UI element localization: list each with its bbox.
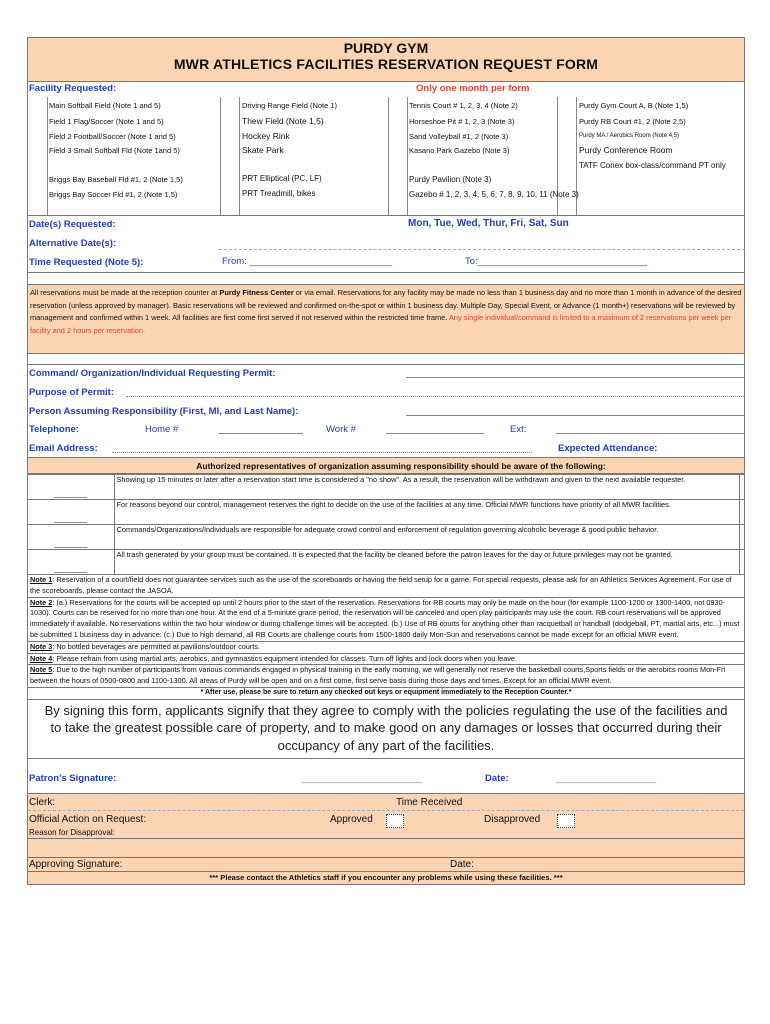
organization-section <box>28 364 744 454</box>
note-2-text: : (a.) Reservations for the courts will be accepted up until 2 hours prior to the start of the reservation. Reservations for RB courts may only be made on the hour (for example 1100-1200 or 1300-1400, not 0930-1030). Courts can be reserved for no more than one hour. At the end of a 5-minute grace period, the reservation will be canceled and open play participants may use the court. RB court reservations will be approved immediately if available. No reservations within the two hour window or during challenge times will be accepted. (b.) Use of RB courts for anything other than racquetball or handball (dodgeball, PT, martial arts, etc...) must be submitted 1 business day in advance. (c.) Due to high demand, all RB Courts are challenge courts from 1500-1800 daily Mon-Sun and reservations cannot be made except for an official MWR event. <box>30 597 740 639</box>
facility-option[interactable]: Purdy RB Court #1, 2 (Note 2,5) <box>579 117 686 126</box>
note-5-text: : Due to the high number of participants from various commands engaged in physical training in the early morning, we will generally not reserve the basketball courts,Sports fields or the aerobics rooms Mon-Fri between the hours of 0500-0800 and 1100-1300. All areas of Purdy will be open and on a first come, first serve basis during those days and times. Except for an official MWR event. <box>30 665 726 686</box>
approving-signature-row <box>28 857 744 871</box>
note-3-text: : No bottled beverages are permitted at pavilions/outdoor courts. <box>52 641 260 651</box>
policy-text: All reservations must be made at the reception counter at <box>30 288 220 297</box>
table-row <box>28 500 744 525</box>
initial-blank: ________ <box>54 539 88 549</box>
note-5-label: Note 5 <box>30 665 53 675</box>
facility-section <box>28 82 744 216</box>
patron-signature-input[interactable]: ________________________ <box>302 773 423 784</box>
alternative-dates-label: Alternative Date(s): <box>29 238 117 249</box>
disapproval-reason-label: Reason for Disapproval: <box>29 828 115 838</box>
return-reminder <box>28 687 744 699</box>
signature-date-input[interactable]: ____________________ <box>556 773 657 784</box>
facility-option[interactable]: Skate Park <box>242 145 284 155</box>
initial-cell[interactable] <box>28 475 114 500</box>
facility-label: Facility Requested: <box>29 83 117 94</box>
official-action-label: Official Action on Request: <box>29 814 147 826</box>
note-3-label: Note 3 <box>30 641 53 651</box>
return-reminder-text: * After use, please be sure to return any checked out keys or equipment immediately to the Reception Counter.* <box>200 688 572 696</box>
initial-blank: ________ <box>54 489 88 499</box>
attendance-label: Expected Attendance: <box>558 443 658 454</box>
note-4-text: : Please refrain from using martial arts, aerobics, and gymnastics equipment intended for classes. Turn off lights and lock doors when you leave. <box>52 653 517 663</box>
approving-date-label: Date: <box>450 859 474 871</box>
signature-date-label: Date: <box>485 773 509 785</box>
home-phone-input[interactable] <box>219 433 303 434</box>
time-to-field[interactable]: To:________________________________ <box>465 256 647 267</box>
clerk-line <box>28 810 744 811</box>
facility-option[interactable]: Purdy Pavilion (Note 3) <box>409 175 492 184</box>
facility-option[interactable]: PRT Elliptical (PC, LF) <box>242 174 322 183</box>
table-row <box>28 525 744 550</box>
initial-cell[interactable] <box>28 550 114 575</box>
initial-blank: ________ <box>54 514 88 524</box>
note-1-text: : Reservation of a court/field does not guarantee services such as the use of the scoreboards or having the field setup for a game. For special requests, please ask for an Athletics Services Agreement. For use of the scoreboards, please contact the JASOA. <box>30 575 732 595</box>
initial-cell[interactable] <box>28 525 114 550</box>
facility-option[interactable]: TATF Conex box-class/command PT only <box>579 161 726 170</box>
facility-option[interactable]: Briggs Bay Soccer Fld #1, 2 (Note 1,5) <box>49 190 178 199</box>
disapproved-checkbox[interactable] <box>557 812 575 830</box>
note-4 <box>28 653 744 665</box>
clerk-label: Clerk: <box>29 797 56 809</box>
spacer <box>28 273 744 284</box>
email-input[interactable] <box>112 452 532 453</box>
note-5 <box>28 664 744 687</box>
policy-limit: Any single individual/command is limited to a maximum of 2 reservations per week per facility and 2 hours per reservation. <box>30 313 732 335</box>
dates-section <box>28 216 744 273</box>
table-row <box>28 550 744 575</box>
spacer <box>28 354 744 364</box>
telephone-label: Telephone: <box>29 424 79 435</box>
note-2-label: Note 2 <box>30 597 53 607</box>
note-3 <box>28 641 744 653</box>
approved-checkbox[interactable] <box>386 812 404 830</box>
policy-paragraph <box>28 284 744 354</box>
ext-input[interactable] <box>556 433 744 434</box>
facility-checkbox-col2[interactable] <box>220 97 240 215</box>
home-phone-label: Home # <box>145 424 179 435</box>
facility-option[interactable]: PRT Treadmill, bikes <box>242 189 316 198</box>
person-label: Person Assuming Responsibility (First, MI, and Last Name): <box>29 406 299 417</box>
facility-option[interactable]: Hockey Rink <box>242 131 290 141</box>
purpose-label: Purpose of Permit: <box>29 387 114 398</box>
empty-cell <box>740 500 745 525</box>
work-phone-label: Work # <box>326 424 356 435</box>
gym-title: PURDY GYM <box>343 40 429 56</box>
facility-option[interactable]: Gazebo # 1, 2, 3, 4, 5, 6, 7, 8, 9, 10, 11 (Note 3) <box>409 190 579 199</box>
approving-signature-label: Approving Signature: <box>29 859 123 871</box>
contact-note <box>28 871 744 884</box>
purpose-input[interactable] <box>126 396 744 397</box>
note-1-label: Note 1 <box>30 575 53 584</box>
facility-option[interactable]: Purdy MA / Aerobics Room (Note 4,5) <box>579 133 680 139</box>
work-phone-input[interactable] <box>386 433 484 434</box>
form-title: MWR ATHLETICS FACILITIES RESERVATION REQUEST FORM <box>173 56 599 72</box>
email-label: Email Address: <box>29 443 98 454</box>
facility-option[interactable]: Briggs Bay Baseball Fld #1, 2 (Note 1,5) <box>49 175 183 184</box>
facility-option[interactable]: Field 1 Flag/Soccer (Note 1 and 5) <box>49 117 164 126</box>
dates-requested-label: Date(s) Requested: <box>29 219 116 230</box>
month-limit-note: Only one month per form <box>416 83 530 94</box>
official-section <box>28 794 744 839</box>
time-from-field[interactable]: From: ___________________________ <box>222 256 393 267</box>
facility-checkbox-col3[interactable] <box>388 97 408 215</box>
spacer <box>28 839 744 857</box>
divider <box>219 249 745 250</box>
person-input[interactable] <box>406 415 744 416</box>
facility-checkbox-col1[interactable] <box>28 97 48 215</box>
patron-signature-row <box>28 770 744 788</box>
agreement-text: By signing this form, applicants signify that they agree to comply with the policies regulating the use of the facilities and to take the greatest possible care of property, and to make good on any damages or losses that occurred during their occupancy of any part of the facilities. <box>28 699 744 759</box>
responsibility-item: For reasons beyond our control, management reserves the right to decide on the use of the facilities at any time. Official MWR functions have priority of all MWR facilities. <box>114 500 740 525</box>
responsibility-heading <box>28 458 744 474</box>
responsibility-item: Showing up 15 minutes or later after a reservation start time is considered a "no show". As a result, the reservation will be withdrawn and given to the next available requester. <box>114 475 740 500</box>
facility-option[interactable]: Main Softball Field (Note 1 and 5) <box>49 101 161 110</box>
facility-option[interactable]: Sand Volleyball #1, 2 (Note 3) <box>409 132 509 141</box>
reservation-form <box>27 37 745 885</box>
contact-note-text: *** Please contact the Athletics staff if you encounter any problems while using these facilities. *** <box>209 873 563 883</box>
responsibility-heading-text: Authorized representatives of organization assuming responsibility should be aware of the following: <box>196 461 606 471</box>
initial-blank: ________ <box>54 564 88 574</box>
ext-label: Ext: <box>510 424 527 435</box>
spacer <box>28 758 744 770</box>
policy-location: Purdy Fitness Center <box>219 288 294 297</box>
facility-option[interactable]: Purdy Gym Court A, B (Note 1,5) <box>579 101 689 110</box>
days-of-week[interactable]: Mon, Tue, Wed, Thur, Fri, Sat, Sun <box>408 218 569 229</box>
facility-option[interactable]: Horseshoe Pit # 1, 2, 3 (Note 3) <box>409 117 515 126</box>
facility-option[interactable]: Tennis Court # 1, 2, 3, 4 (Note 2) <box>409 101 518 110</box>
initial-cell[interactable] <box>28 500 114 525</box>
facility-option[interactable]: Driving Range Field (Note 1) <box>242 101 338 110</box>
command-label: Command/ Organization/Individual Requesting Permit: <box>29 368 276 379</box>
facility-option[interactable]: Kasano Park Gazebo (Note 3) <box>409 146 510 155</box>
facility-option[interactable]: Thew Field (Note 1,5) <box>242 116 324 126</box>
facility-option[interactable]: Field 2 Football/Soccer (Note 1 and 5) <box>49 132 176 141</box>
policy-text-cont: or via email. Reservations for any facility may be made no less than 1 business day and no more than 1 month in advance of the desired reservation (unless approved by manager). Basic reservations will be reviewed and confirmed on-the-spot or within 1 business day. Multiple Day, Special Event, or Advance (1 month+) reservations will be reviewed by management and confirmed within 1 week. All facilities are first come first served if not reserved within the restricted time frame. <box>30 288 742 323</box>
note-2 <box>28 597 744 641</box>
approved-label: Approved <box>330 814 373 826</box>
time-requested-label: Time Requested (Note 5): <box>29 257 144 268</box>
responsibility-table <box>28 474 744 575</box>
note-4-label: Note 4 <box>30 653 53 663</box>
note-1 <box>28 575 744 597</box>
form-header <box>28 38 744 82</box>
command-input[interactable] <box>406 377 744 378</box>
responsibility-item: Commands/Organizations/Individuals are responsible for adequate crowd control and enforcement of regulation governing alcoholic beverage & good public behavior. <box>114 525 740 550</box>
table-row <box>28 475 744 500</box>
facility-option[interactable]: Field 3 Small Softball Fld (Note 1and 5) <box>49 146 180 155</box>
responsibility-item: All trash generated by your group must be contained. It is expected that the facility be cleaned before the patron leaves for the day or future privileges may not be granted. <box>114 550 740 575</box>
patron-signature-label: Patron's Signature: <box>29 773 117 785</box>
facility-option[interactable]: Purdy Conference Room <box>579 145 673 155</box>
empty-cell <box>740 475 745 500</box>
disapproved-label: Disapproved <box>484 814 541 826</box>
empty-cell <box>740 550 745 575</box>
empty-cell <box>740 525 745 550</box>
time-received-label: Time Received <box>396 797 463 809</box>
